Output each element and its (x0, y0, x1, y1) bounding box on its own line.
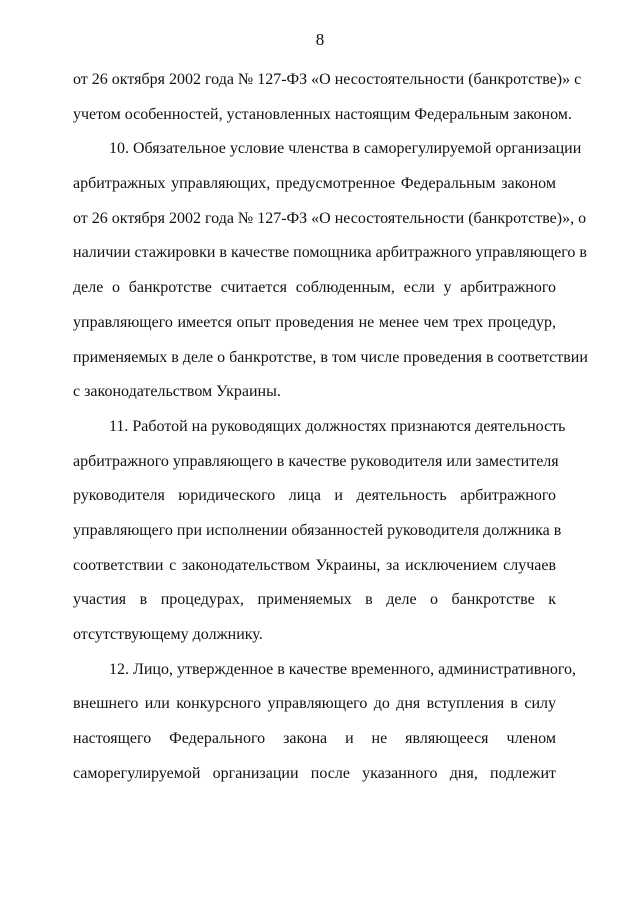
text-line: настоящего Федерального закона и не являющееся членом (73, 730, 556, 748)
paragraph (73, 63, 582, 132)
text-line: арбитражных управляющих, предусмотренное Федеральным законом (73, 175, 556, 193)
text-line: применяемых в деле о банкротстве, в том числе проведения в соответствии (73, 348, 588, 366)
text-line: от 26 октября 2002 года № 127-ФЗ «О несостоятельности (банкротстве)», о (73, 209, 587, 227)
text-line: саморегулируемой организации после указанного дня, подлежит (73, 764, 556, 782)
text-line: учетом особенностей, установленных настоящим Федеральным законом. (73, 105, 572, 123)
text-line: арбитражного управляющего в качестве руководителя или заместителя (73, 452, 559, 470)
text-line: от 26 октября 2002 года № 127-ФЗ «О несостоятельности (банкротстве)» с (73, 71, 582, 88)
text-line: внешнего или конкурсного управляющего до дня вступления в силу (73, 695, 556, 713)
paragraph (73, 132, 588, 410)
text-line: 12. Лицо, утвержденное в качестве временного, административного, (109, 660, 577, 678)
text-line: отсутствующему должнику. (73, 626, 263, 643)
text-line: наличии стажировки в качестве помощника арбитражного управляющего в (73, 244, 587, 262)
paragraph (73, 653, 577, 792)
text-line: с законодательством Украины. (73, 383, 281, 401)
text-line: 10. Обязательное условие членства в саморегулируемой организации (109, 140, 582, 158)
text-line: участия в процедурах, применяемых в деле о банкротстве к (73, 591, 556, 609)
text-line: управляющего имеется опыт проведения не менее чем трех процедур, (73, 313, 556, 331)
text-line: 11. Работой на руководящих должностях признаются деятельность (109, 417, 566, 435)
paragraph (73, 410, 566, 653)
text-line: соответствии с законодательством Украины, за исключением случаев (73, 556, 556, 574)
text-line: руководителя юридического лица и деятельность арбитражного (73, 487, 556, 505)
text-line: управляющего при исполнении обязанностей руководителя должника в (73, 521, 562, 539)
text-line: деле о банкротстве считается соблюденным, если у арбитражного (73, 279, 556, 297)
page-number: 8 (315, 30, 325, 49)
document-body (73, 63, 588, 791)
